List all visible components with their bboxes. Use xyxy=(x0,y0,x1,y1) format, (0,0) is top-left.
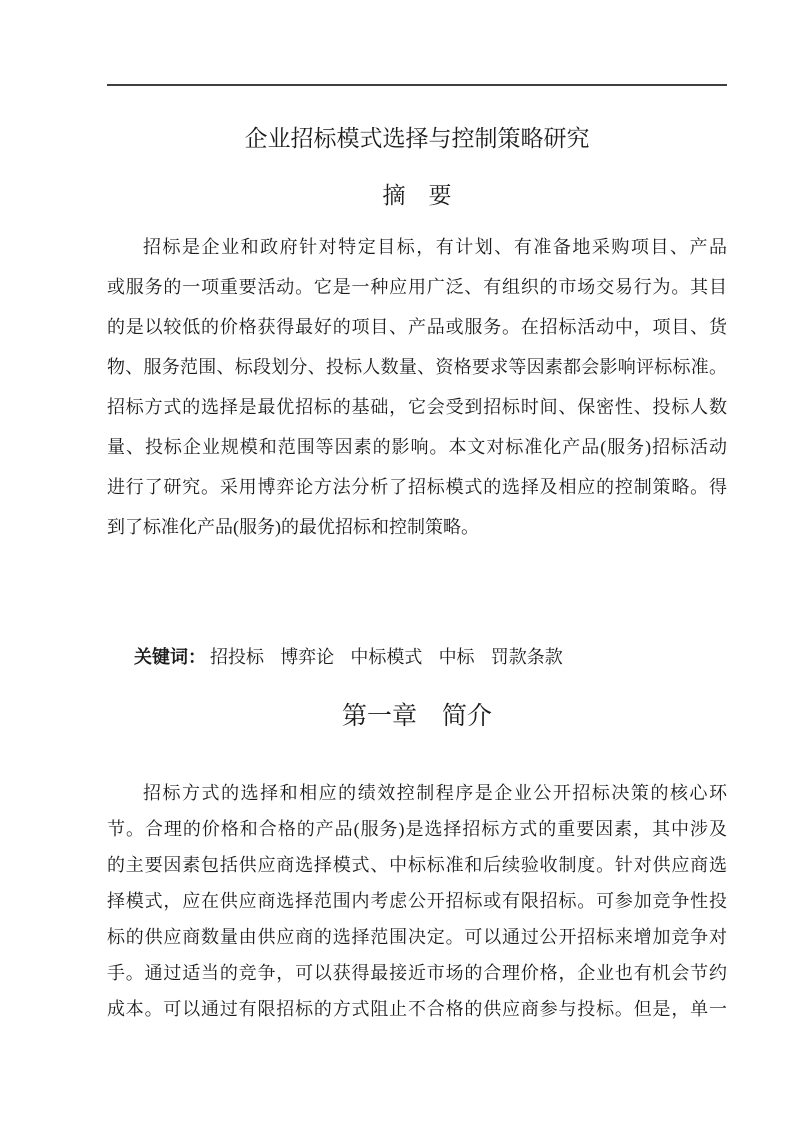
chapter-line: 节。合理的价格和合格的产品(服务)是选择招标方式的重要因素，其中涉及 xyxy=(107,819,727,839)
chapter-line: 手。通过适当的竞争，可以获得最接近市场的合理价格，企业也有机会节约 xyxy=(107,963,727,983)
keywords-line xyxy=(107,642,727,672)
chapter-line: 招标方式的选择和相应的绩效控制程序是企业公开招标决策的核心环 xyxy=(143,783,727,803)
keyword: 中标模式 xyxy=(350,647,423,667)
abstract-paragraph xyxy=(107,227,727,547)
abstract-line: 的是以较低的价格获得最好的项目、产品或服务。在招标活动中，项目、货 xyxy=(107,317,727,337)
keyword: 罚款条款 xyxy=(490,647,563,667)
keyword: 博弈论 xyxy=(280,647,335,667)
chapter-heading: 第一章 简介 xyxy=(341,703,492,730)
abstract-line: 或服务的一项重要活动。它是一种应用广泛、有组织的市场交易行为。其目 xyxy=(107,277,727,297)
abstract-line: 物、服务范围、标段划分、投标人数量、资格要求等因素都会影响评标标准。 xyxy=(107,357,727,377)
chapter-line: 成本。可以通过有限招标的方式阻止不合格的供应商参与投标。但是，单一 xyxy=(107,999,727,1019)
chapter-line: 标的供应商数量由供应商的选择范围决定。可以通过公开招标来增加竞争对 xyxy=(107,927,727,947)
chapter-line: 择模式，应在供应商选择范围内考虑公开招标或有限招标。可参加竞争性投 xyxy=(107,891,727,911)
keyword: 招投标 xyxy=(210,647,264,667)
keywords-list xyxy=(210,647,563,667)
chapter-line: 的主要因素包括供应商选择模式、中标标准和后续验收制度。针对供应商选 xyxy=(107,855,727,875)
chapter-paragraph xyxy=(107,775,727,1027)
header-rule xyxy=(107,84,727,86)
abstract-heading: 摘 要 xyxy=(382,183,452,208)
document-title: 企业招标模式选择与控制策略研究 xyxy=(244,126,590,151)
abstract-line: 招标是企业和政府针对特定目标，有计划、有准备地采购项目、产品 xyxy=(143,237,727,257)
abstract-line: 招标方式的选择是最优招标的基础，它会受到招标时间、保密性、投标人数 xyxy=(107,397,727,417)
keyword: 中标 xyxy=(438,647,475,667)
abstract-line: 进行了研究。采用博弈论方法分析了招标模式的选择及相应的控制策略。得 xyxy=(107,477,727,497)
abstract-line: 量、投标企业规模和范围等因素的影响。本文对标准化产品(服务)招标活动 xyxy=(107,437,727,457)
keywords-label: 关键词： xyxy=(134,647,206,667)
abstract-line: 到了标准化产品(服务)的最优招标和控制策略。 xyxy=(107,517,479,537)
